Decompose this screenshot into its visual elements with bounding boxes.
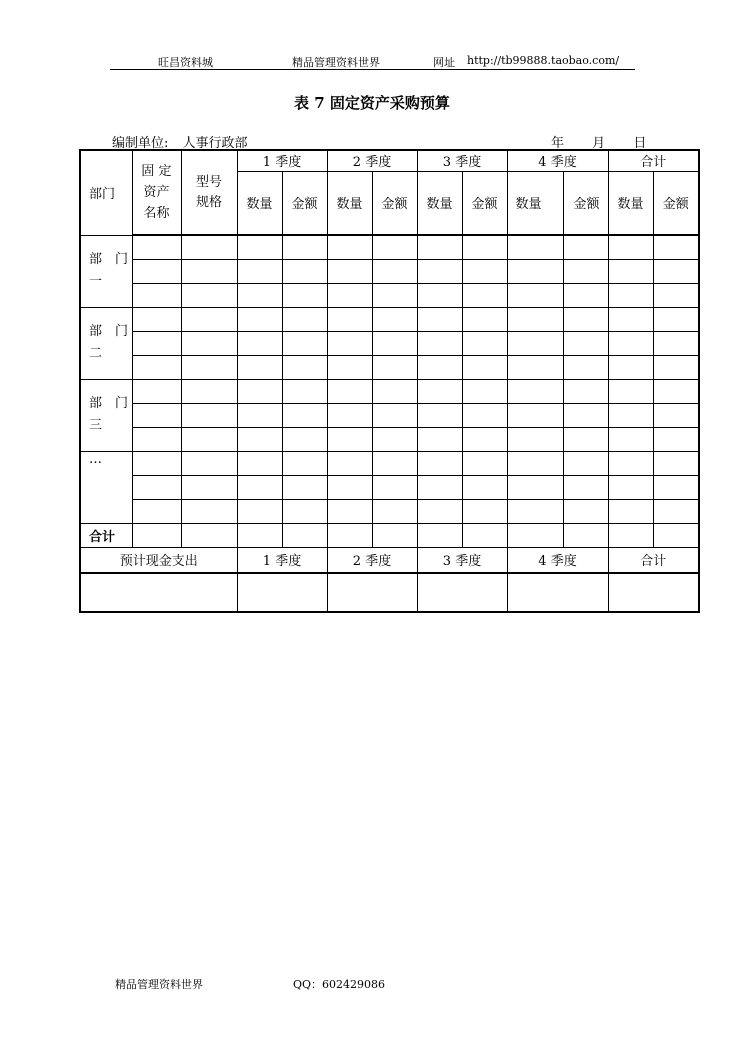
table-cell[interactable] (608, 379, 653, 403)
table-cell[interactable] (327, 259, 372, 283)
table-cell[interactable] (237, 451, 282, 475)
table-cell[interactable] (181, 451, 237, 475)
cash-quarter-2: 2 季度 (327, 547, 417, 573)
table-cell[interactable] (132, 427, 181, 451)
table-row (80, 355, 699, 379)
table-cell[interactable] (417, 355, 462, 379)
cash-value-row (80, 573, 699, 612)
cash-value-cell[interactable] (237, 573, 327, 612)
table-cell[interactable] (282, 307, 327, 331)
table-cell[interactable] (563, 259, 608, 283)
qty-q3: 数量 (417, 171, 462, 235)
table-cell[interactable] (507, 283, 563, 307)
cash-header-row (80, 547, 699, 573)
dept-label (80, 307, 132, 379)
qty-q4: 数量 (507, 171, 563, 235)
table-cell[interactable] (132, 403, 181, 427)
table-cell[interactable] (282, 475, 327, 499)
dept-label-line2: 一 (89, 274, 103, 289)
qty-q1: 数量 (237, 171, 282, 235)
asset-line2: 资产 (143, 185, 170, 200)
table-cell[interactable] (462, 475, 507, 499)
table-cell[interactable] (417, 235, 462, 259)
table-cell[interactable] (653, 427, 699, 451)
table-cell[interactable] (417, 451, 462, 475)
dept-ellipsis: … (80, 451, 132, 523)
table-cell[interactable] (507, 523, 563, 547)
table-cell[interactable] (181, 475, 237, 499)
dept-label-line1: 部 门 (89, 324, 129, 339)
dept-label-line2: 二 (89, 346, 103, 361)
table-cell[interactable] (608, 523, 653, 547)
header-q2: 2 季度 (327, 150, 417, 171)
table-cell[interactable] (372, 331, 417, 355)
table-cell[interactable] (653, 283, 699, 307)
table-cell[interactable] (462, 523, 507, 547)
table-cell[interactable] (563, 475, 608, 499)
table-cell[interactable] (327, 475, 372, 499)
cash-label: 预计现金支出 (80, 547, 237, 573)
date-day: 日 (633, 136, 647, 151)
table-cell[interactable] (132, 259, 181, 283)
table-cell[interactable] (608, 355, 653, 379)
table-cell[interactable] (653, 355, 699, 379)
amt-q4: 金额 (563, 171, 608, 235)
table-cell[interactable] (372, 451, 417, 475)
table-row (80, 235, 699, 259)
table-cell[interactable] (417, 379, 462, 403)
footer-brand: 精品管理资料世界 (115, 978, 203, 991)
table-cell[interactable] (132, 283, 181, 307)
table-cell[interactable] (653, 307, 699, 331)
asset-line3: 名称 (143, 206, 170, 221)
table-cell[interactable] (653, 259, 699, 283)
table-cell[interactable] (237, 355, 282, 379)
table-cell[interactable] (237, 403, 282, 427)
table-cell[interactable] (132, 379, 181, 403)
table-cell[interactable] (282, 259, 327, 283)
table-cell[interactable] (563, 379, 608, 403)
table-cell[interactable] (563, 331, 608, 355)
date-year: 年 (551, 136, 565, 151)
table-cell[interactable] (417, 307, 462, 331)
budget-table (79, 149, 700, 613)
table-cell[interactable] (653, 451, 699, 475)
header-q1: 1 季度 (237, 150, 327, 171)
table-row (80, 283, 699, 307)
page-header (110, 52, 635, 70)
table-cell[interactable] (417, 259, 462, 283)
table-cell[interactable] (237, 427, 282, 451)
header-q4: 4 季度 (507, 150, 608, 171)
table-cell[interactable] (507, 427, 563, 451)
table-cell[interactable] (282, 355, 327, 379)
table-cell[interactable] (563, 283, 608, 307)
header-dept: 部门 (80, 150, 132, 235)
amt-q2: 金额 (372, 171, 417, 235)
cash-quarter-3: 3 季度 (417, 547, 507, 573)
table-cell[interactable] (563, 427, 608, 451)
table-cell[interactable] (563, 403, 608, 427)
cash-value-cell[interactable] (80, 573, 237, 612)
table-cell[interactable] (462, 259, 507, 283)
table-cell[interactable] (132, 235, 181, 259)
document-title: 表 7 固定资产采购预算 (294, 94, 450, 112)
table-cell[interactable] (563, 355, 608, 379)
table-cell[interactable] (372, 379, 417, 403)
table-cell[interactable] (282, 331, 327, 355)
table-cell[interactable] (462, 355, 507, 379)
table-cell[interactable] (237, 307, 282, 331)
table-cell[interactable] (608, 283, 653, 307)
table-cell[interactable] (462, 283, 507, 307)
table-cell[interactable] (327, 307, 372, 331)
table-cell[interactable] (282, 235, 327, 259)
table-cell[interactable] (327, 331, 372, 355)
table-cell[interactable] (181, 427, 237, 451)
total-label: 合计 (80, 523, 132, 547)
table-cell[interactable] (653, 331, 699, 355)
table-cell[interactable] (327, 403, 372, 427)
table-cell[interactable] (372, 475, 417, 499)
table-cell[interactable] (462, 235, 507, 259)
dept-label-line2: 三 (89, 418, 103, 433)
table-cell[interactable] (563, 499, 608, 523)
cash-value-cell[interactable] (608, 573, 699, 612)
table-cell[interactable] (608, 427, 653, 451)
cash-value-cell[interactable] (417, 573, 507, 612)
table-cell[interactable] (563, 451, 608, 475)
dept-label (80, 235, 132, 307)
unit-value: 人事行政部 (182, 136, 248, 151)
table-cell[interactable] (372, 523, 417, 547)
table-cell[interactable] (181, 499, 237, 523)
table-cell[interactable] (237, 283, 282, 307)
table-cell[interactable] (507, 451, 563, 475)
table-cell[interactable] (507, 475, 563, 499)
total-row (80, 523, 699, 547)
date-month: 月 (592, 136, 606, 151)
table-cell[interactable] (181, 307, 237, 331)
table-cell[interactable] (282, 379, 327, 403)
table-cell[interactable] (507, 307, 563, 331)
table-row (80, 331, 699, 355)
table-row (80, 475, 699, 499)
header-q3: 3 季度 (417, 150, 507, 171)
table-cell[interactable] (507, 235, 563, 259)
table-cell[interactable] (237, 475, 282, 499)
table-cell[interactable] (563, 235, 608, 259)
table-cell[interactable] (181, 379, 237, 403)
table-cell[interactable] (653, 379, 699, 403)
table-cell[interactable] (507, 403, 563, 427)
table-cell[interactable] (327, 235, 372, 259)
table-cell[interactable] (181, 283, 237, 307)
table-cell[interactable] (181, 259, 237, 283)
table-cell[interactable] (417, 475, 462, 499)
table-cell[interactable] (372, 259, 417, 283)
table-cell[interactable] (237, 259, 282, 283)
header-url-label: 网址 (433, 56, 455, 69)
header-asset-name (132, 150, 181, 235)
table-cell[interactable] (181, 331, 237, 355)
table-row (80, 427, 699, 451)
table-cell[interactable] (563, 307, 608, 331)
table-cell[interactable] (237, 523, 282, 547)
table-cell[interactable] (132, 475, 181, 499)
table-cell[interactable] (417, 331, 462, 355)
table-cell[interactable] (507, 331, 563, 355)
table-cell[interactable] (132, 523, 181, 547)
amt-q3: 金额 (462, 171, 507, 235)
table-cell[interactable] (237, 235, 282, 259)
table-cell[interactable] (608, 499, 653, 523)
table-cell[interactable] (327, 283, 372, 307)
table-cell[interactable] (327, 355, 372, 379)
cash-quarter-4: 4 季度 (507, 547, 608, 573)
table-row (80, 379, 699, 403)
table-cell[interactable] (608, 475, 653, 499)
header-url[interactable]: http://tb99888.taobao.com/ (467, 54, 620, 67)
header-model (181, 150, 237, 235)
table-cell[interactable] (608, 331, 653, 355)
table-cell[interactable] (237, 331, 282, 355)
table-cell[interactable] (282, 499, 327, 523)
table-cell[interactable] (237, 499, 282, 523)
table-cell[interactable] (608, 451, 653, 475)
table-cell[interactable] (417, 523, 462, 547)
table-cell[interactable] (282, 283, 327, 307)
table-row (80, 259, 699, 283)
cash-quarter-5: 合计 (608, 547, 699, 573)
table-cell[interactable] (181, 235, 237, 259)
model-line1: 型号 (195, 174, 222, 190)
table-cell[interactable] (327, 499, 372, 523)
amt-total: 金额 (653, 171, 699, 235)
table-row (80, 403, 699, 427)
table-cell[interactable] (372, 307, 417, 331)
table-cell[interactable] (372, 355, 417, 379)
table-cell[interactable] (417, 403, 462, 427)
table-cell[interactable] (181, 523, 237, 547)
table-cell[interactable] (417, 283, 462, 307)
cash-value-cell[interactable] (507, 573, 608, 612)
table-row (80, 499, 699, 523)
table-cell[interactable] (462, 403, 507, 427)
table-cell[interactable] (563, 523, 608, 547)
table-cell[interactable] (608, 307, 653, 331)
table-cell[interactable] (372, 283, 417, 307)
table-cell[interactable] (327, 427, 372, 451)
table-cell[interactable] (237, 379, 282, 403)
table-cell[interactable] (462, 331, 507, 355)
table-cell[interactable] (327, 451, 372, 475)
table-cell[interactable] (282, 427, 327, 451)
cash-quarter-1: 1 季度 (237, 547, 327, 573)
table-cell[interactable] (372, 403, 417, 427)
table-cell[interactable] (132, 307, 181, 331)
table-cell[interactable] (462, 427, 507, 451)
table-cell[interactable] (417, 427, 462, 451)
table-cell[interactable] (608, 403, 653, 427)
table-cell[interactable] (462, 379, 507, 403)
qty-q2: 数量 (327, 171, 372, 235)
asset-line1: 固 定 (141, 164, 172, 179)
cash-value-cell[interactable] (327, 573, 417, 612)
table-cell[interactable] (653, 499, 699, 523)
table-cell[interactable] (327, 523, 372, 547)
table-cell[interactable] (132, 499, 181, 523)
table-cell[interactable] (462, 307, 507, 331)
table-cell[interactable] (327, 379, 372, 403)
header-site: 旺昌资料城 (158, 56, 213, 69)
table-row (80, 451, 699, 475)
table-cell[interactable] (181, 403, 237, 427)
table-cell[interactable] (132, 451, 181, 475)
table-cell[interactable] (282, 523, 327, 547)
unit-label: 编制单位: (112, 136, 169, 151)
table-cell[interactable] (181, 355, 237, 379)
footer-qq: QQ：602429086 (293, 978, 386, 991)
table-cell[interactable] (653, 523, 699, 547)
qty-total: 数量 (608, 171, 653, 235)
table-cell[interactable] (282, 403, 327, 427)
table-cell[interactable] (372, 235, 417, 259)
table-cell[interactable] (608, 235, 653, 259)
dept-label-line1: 部 门 (89, 252, 129, 267)
table-cell[interactable] (417, 499, 462, 523)
table-cell[interactable] (507, 499, 563, 523)
dept-label-line1: 部 门 (89, 396, 129, 411)
header-brand: 精品管理资料世界 (292, 56, 380, 69)
table-cell[interactable] (608, 259, 653, 283)
table-cell[interactable] (507, 355, 563, 379)
table-cell[interactable] (372, 427, 417, 451)
table-cell[interactable] (132, 331, 181, 355)
model-line2: 规格 (195, 194, 222, 210)
table-cell[interactable] (462, 499, 507, 523)
table-cell[interactable] (372, 499, 417, 523)
table-cell[interactable] (507, 259, 563, 283)
dept-label (80, 379, 132, 451)
table-cell[interactable] (653, 235, 699, 259)
header-total: 合计 (608, 150, 699, 171)
table-cell[interactable] (282, 451, 327, 475)
table-cell[interactable] (653, 475, 699, 499)
table-cell[interactable] (653, 403, 699, 427)
table-row (80, 307, 699, 331)
table-cell[interactable] (132, 355, 181, 379)
table-cell[interactable] (462, 451, 507, 475)
table-cell[interactable] (507, 379, 563, 403)
amt-q1: 金额 (282, 171, 327, 235)
